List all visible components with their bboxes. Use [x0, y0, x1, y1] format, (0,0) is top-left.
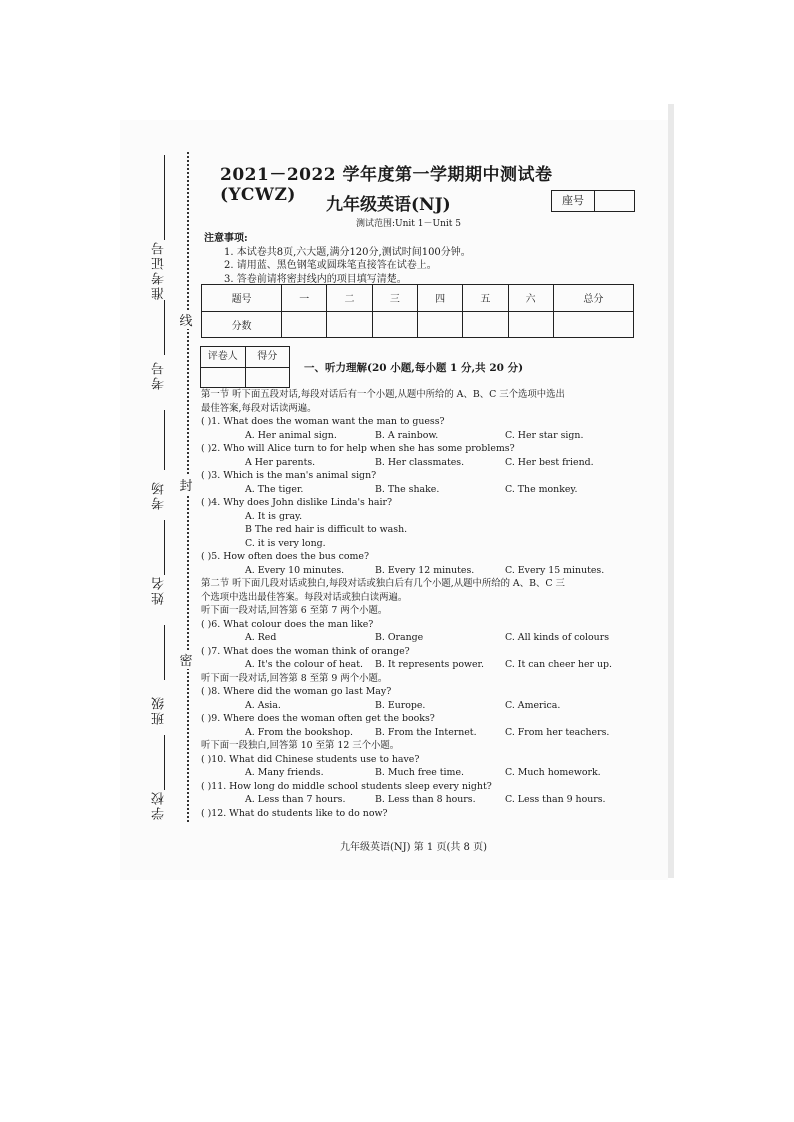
score-field[interactable] — [553, 311, 633, 338]
question: ( )7. What does the woman think of orange? — [201, 645, 410, 657]
options-row — [201, 699, 641, 713]
option: B. Every 12 minutes. — [375, 564, 475, 576]
option: A. Asia. — [245, 699, 281, 711]
note-item: 1. 本试卷共8页,六大题,满分120分,测试时间100分钟。 — [224, 246, 471, 258]
seal-char-seal: 封 — [178, 475, 194, 494]
grader-reviewer-field[interactable] — [201, 368, 246, 388]
binding-label-room: 考场 — [152, 480, 167, 510]
options-row — [201, 631, 641, 645]
option: A. Every 10 minutes. — [245, 564, 345, 576]
binding-line-exam-id — [164, 155, 165, 240]
option: C. The monkey. — [505, 483, 578, 495]
score-table-cell: 五 — [463, 285, 508, 312]
instruction: 第一节 听下面五段对话,每段对话后有一个小题,从题中所给的 A、B、C 三个选项中选出 — [201, 389, 565, 400]
grader-score-label: 得分 — [257, 351, 278, 362]
score-table-cell: 四 — [417, 285, 462, 312]
question: ( )6. What colour does the man like? — [201, 618, 374, 630]
option: C. Much homework. — [505, 767, 601, 778]
binding-label-name: 姓名 — [152, 575, 167, 605]
option: C. Her best friend. — [505, 456, 594, 468]
question: ( )8. Where did the woman go last May? — [201, 686, 392, 697]
option: A. Red — [245, 632, 277, 643]
option: C. All kinds of colours — [505, 632, 610, 643]
option: B. From the Internet. — [375, 726, 477, 738]
option: A. From the bookshop. — [245, 726, 354, 738]
option: B. The shake. — [375, 483, 440, 495]
score-field[interactable] — [282, 311, 327, 338]
score-table-score-row — [202, 311, 634, 338]
score-table-cell: 六 — [508, 285, 553, 312]
option: A. The tiger. — [245, 483, 304, 495]
option: C. Her star sign. — [505, 429, 584, 441]
options-row — [201, 456, 641, 470]
options-row — [201, 564, 641, 578]
notes-block — [204, 232, 471, 286]
note-item: 3. 答卷前请将密封线内的项目填写清楚。 — [224, 273, 407, 285]
score-field[interactable] — [463, 311, 508, 338]
option: A Her parents. — [245, 456, 316, 468]
option: C. America. — [505, 699, 561, 711]
section-title: 一、听力理解(20 小题,每小题 1 分,共 20 分) — [304, 362, 524, 374]
score-field[interactable] — [417, 311, 462, 338]
option: A. Less than 7 hours. — [245, 794, 346, 805]
binding-line-class — [164, 625, 165, 680]
seat-label: 座号 — [552, 191, 595, 211]
option: B. A rainbow. — [375, 429, 439, 441]
option: C. It can cheer her up. — [505, 659, 613, 670]
options-row — [201, 726, 641, 740]
seat-number-box — [551, 190, 635, 212]
score-field[interactable] — [327, 311, 372, 338]
question: ( )11. How long do middle school students sleep every night? — [201, 780, 492, 792]
instruction: 最佳答案,每段对话读两遍。 — [201, 402, 317, 414]
score-field[interactable] — [508, 311, 553, 338]
option: C. From her teachers. — [505, 726, 610, 738]
lead-text: 听下面一段对话,回答第 8 至第 9 两个小题。 — [201, 672, 388, 684]
seal-char-secret: 密 — [178, 650, 194, 669]
score-table-cell: 三 — [372, 285, 417, 312]
question: ( )2. Who will Alice turn to for help when she has some problems? — [201, 443, 515, 454]
question: ( )9. Where does the woman often get the books? — [201, 713, 435, 724]
question: ( )12. What do students like to do now? — [201, 807, 388, 819]
option: A. It is gray. — [245, 510, 303, 522]
grader-box — [200, 346, 290, 388]
binding-label-exam-no: 考号 — [152, 360, 167, 390]
options-row — [201, 658, 641, 672]
option: C. Less than 9 hours. — [505, 794, 606, 805]
score-table — [201, 284, 634, 338]
option: B. Orange — [375, 632, 424, 643]
options-row — [201, 793, 641, 807]
seal-char-line: 线 — [178, 310, 194, 329]
option: C. Every 15 minutes. — [505, 564, 605, 576]
note-item: 2. 请用蓝、黑色钢笔或圆珠笔直接答在试卷上。 — [224, 260, 437, 271]
question: ( )5. How often does the bus come? — [201, 551, 369, 562]
option: C. it is very long. — [245, 537, 326, 549]
instruction: 个选项中选出最佳答案。每段对话或独白读两遍。 — [201, 591, 408, 603]
binding-line-room — [164, 410, 165, 470]
options-row — [201, 766, 641, 780]
question: ( )3. Which is the man's animal sign? — [201, 470, 377, 481]
page-edge — [668, 104, 674, 878]
binding-line-name — [164, 520, 165, 575]
score-table-cell: 二 — [327, 285, 372, 312]
instruction: 第二节 听下面几段对话或独白,每段对话或独白后有几个小题,从题中所给的 A、B、C 三 — [201, 578, 565, 589]
notes-heading: 注意事项: — [204, 233, 248, 244]
option: B. Europe. — [375, 699, 426, 711]
score-table-cell: 题号 — [202, 285, 282, 312]
score-table-cell: 分数 — [202, 311, 282, 338]
binding-label-school: 学校 — [152, 790, 167, 820]
question: ( )10. What did Chinese students use to have? — [201, 753, 420, 765]
seat-field[interactable] — [595, 191, 634, 211]
question: ( )1. What does the woman want the man to guess? — [201, 416, 445, 427]
options-row — [201, 483, 641, 497]
page-footer: 九年级英语(NJ) 第 1 页(共 8 页) — [340, 842, 487, 853]
option: B. Much free time. — [375, 767, 464, 778]
option: B. Her classmates. — [375, 456, 465, 468]
score-table-cell: 一 — [282, 285, 327, 312]
lead-text: 听下面一段独白,回答第 10 至第 12 三个小题。 — [201, 740, 400, 751]
binding-label-exam-id: 准考证号 — [152, 240, 167, 300]
options-row — [201, 429, 641, 443]
question: ( )4. Why does John dislike Linda's hair? — [201, 497, 392, 508]
binding-line-exam-no — [164, 300, 165, 355]
lead-text: 听下面一段对话,回答第 6 至第 7 两个小题。 — [201, 605, 388, 616]
grader-reviewer-label: 评卷人 — [201, 347, 246, 367]
score-table-header-row — [202, 285, 634, 312]
question-content — [201, 388, 641, 820]
exam-subtitle: 九年级英语(NJ) — [326, 195, 451, 215]
option: B. Less than 8 hours. — [375, 794, 476, 805]
binding-label-class: 班级 — [152, 695, 167, 725]
score-field[interactable] — [372, 311, 417, 338]
exam-title: 2021－2022 学年度第一学期期中测试卷(YCWZ) — [220, 165, 553, 205]
option: A. Many friends. — [245, 767, 324, 778]
grader-score-field[interactable] — [246, 368, 290, 388]
test-range: 测试范围:Unit 1－Unit 5 — [356, 219, 461, 229]
option: B. It represents power. — [375, 659, 484, 670]
score-table-cell: 总分 — [553, 285, 633, 312]
option: A. Her animal sign. — [245, 429, 337, 441]
option: B The red hair is difficult to wash. — [245, 524, 408, 535]
option: A. It's the colour of heat. — [245, 659, 363, 670]
binding-line-school — [164, 735, 165, 790]
